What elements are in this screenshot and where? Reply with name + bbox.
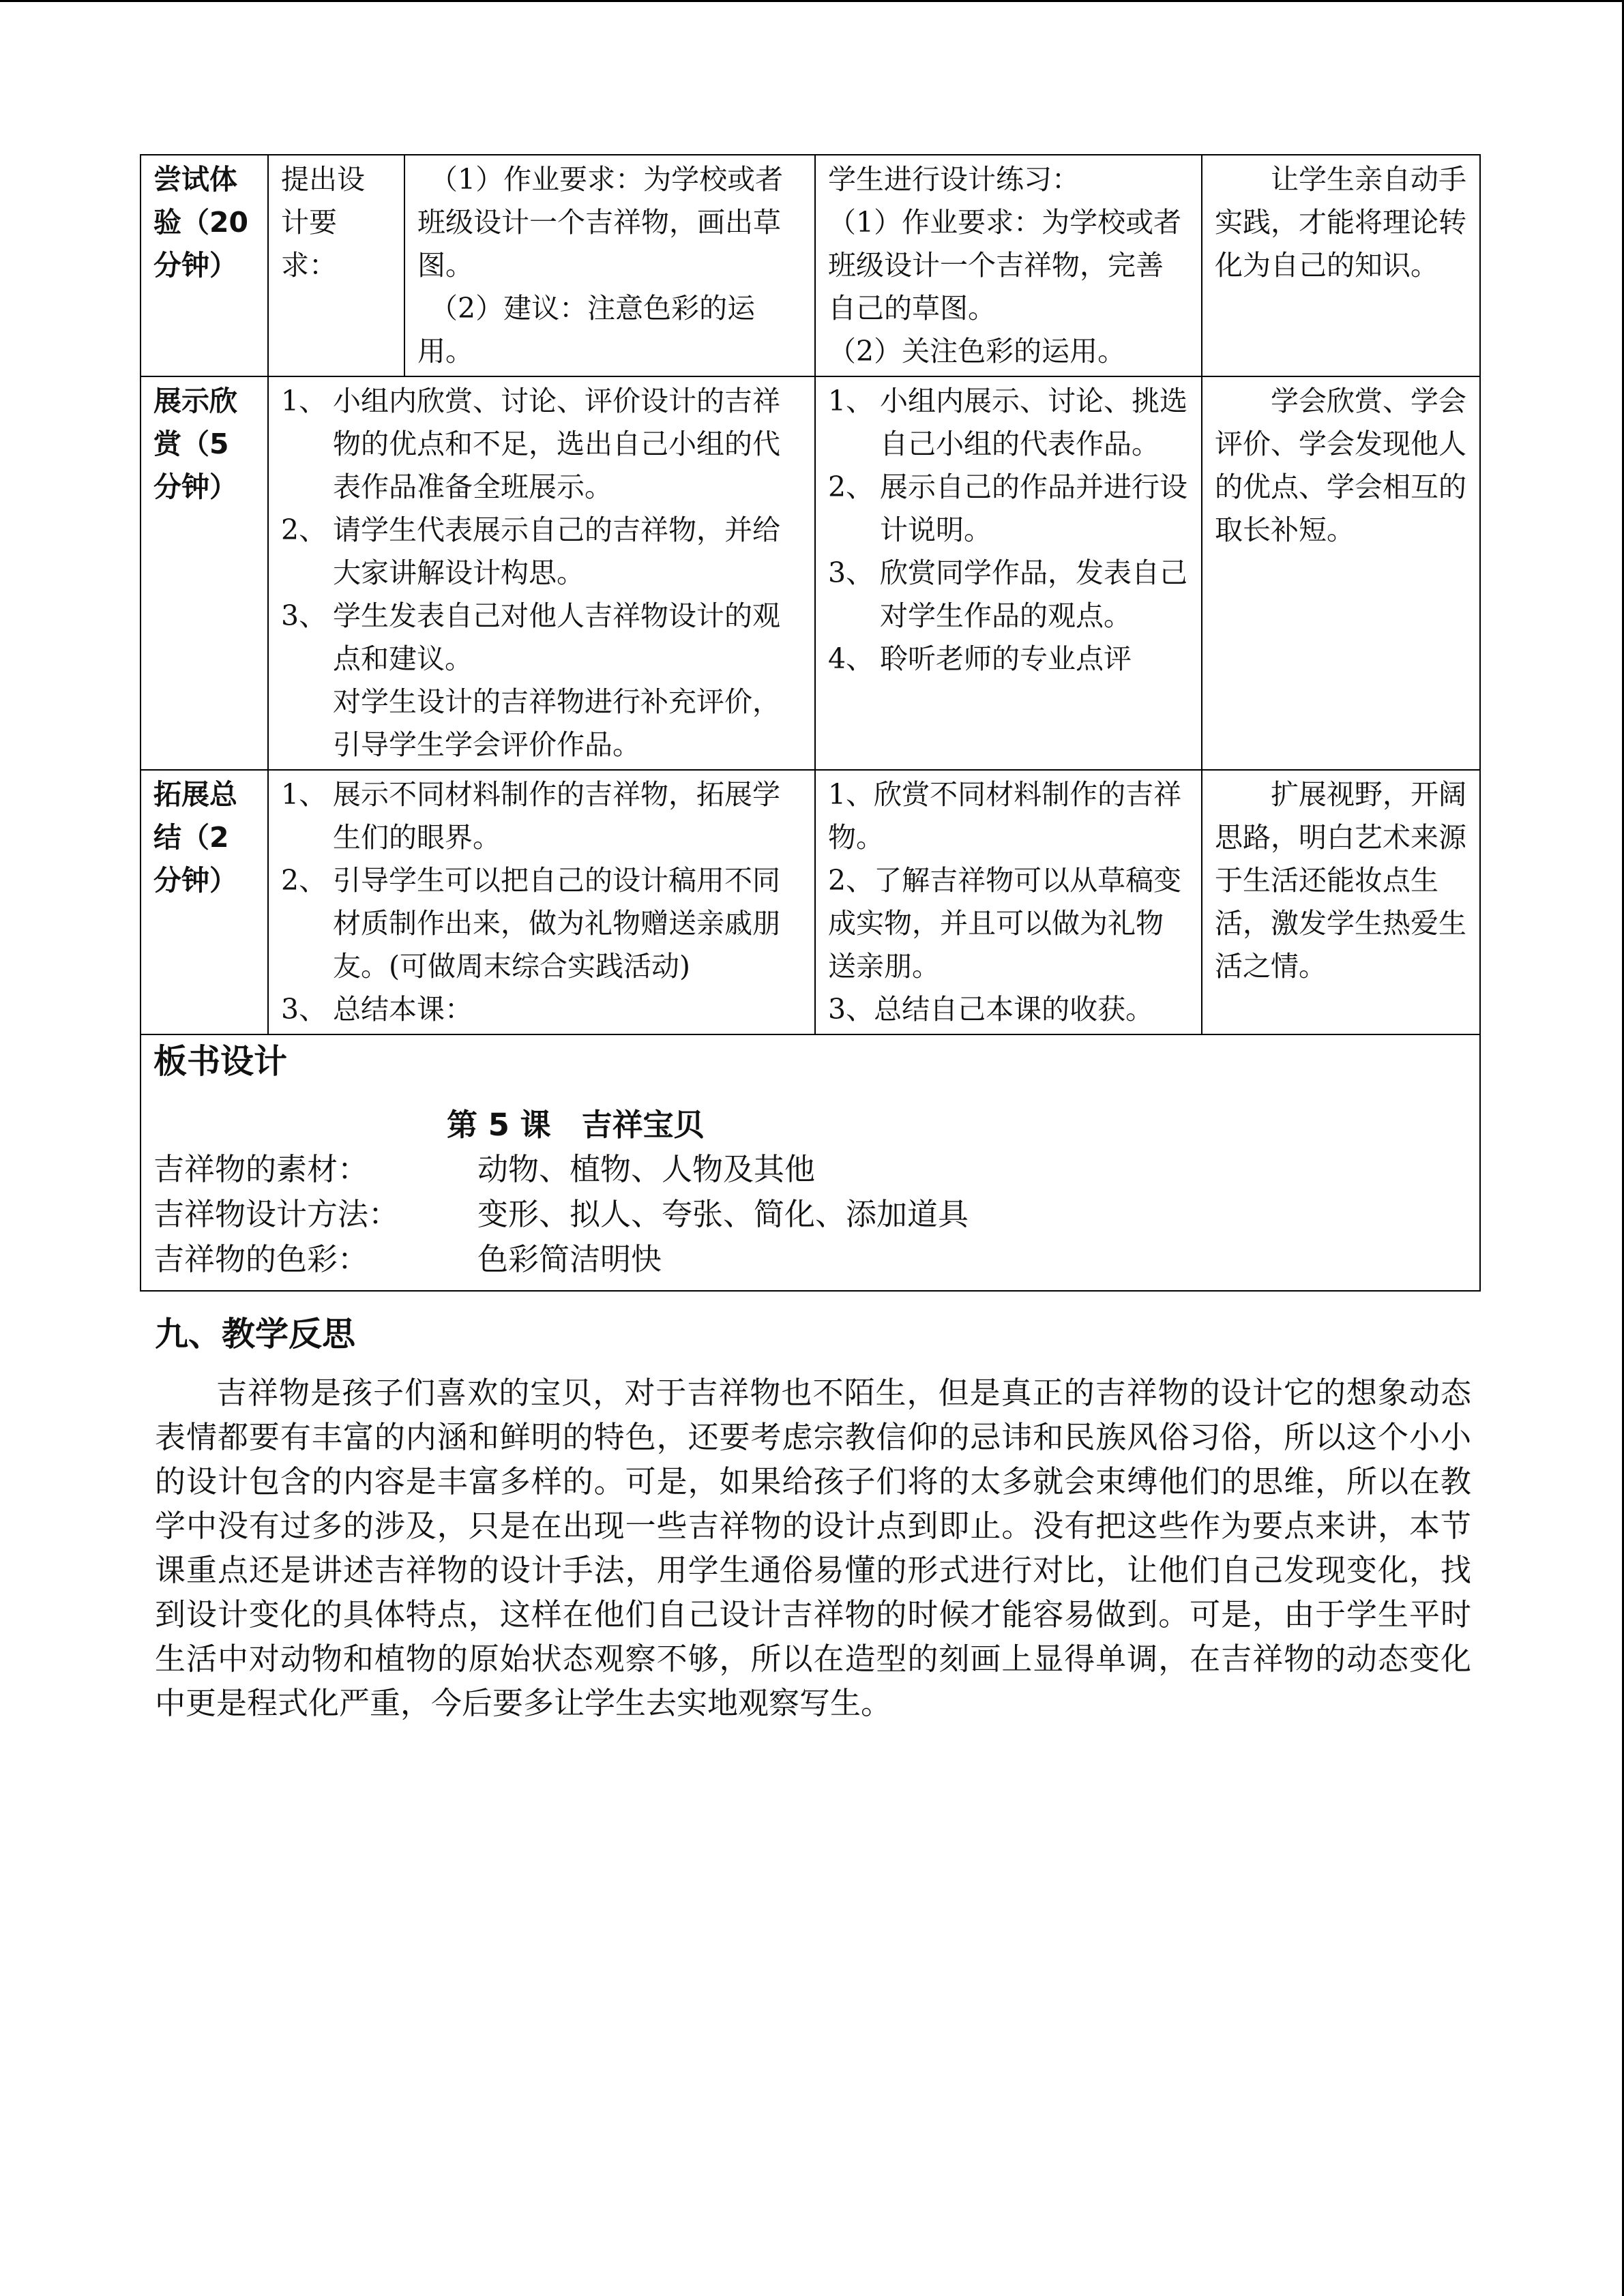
item-number: 1、 [281,385,327,417]
student-activity-text: （2）关注色彩的运用。 [828,335,1126,368]
item-number: 2、 [281,513,327,546]
item-text: 展示不同材料制作的吉祥物，拓展学生们的眼界。 [333,778,780,854]
stage-label: 尝试体 [153,163,237,196]
stage-label: 结（2 [153,821,229,854]
teacher-extra-text: 对学生设计的吉祥物进行补充评价，引导学生学会评价作品。 [333,685,780,761]
reflection-heading: 九、教学反思 [155,1315,356,1354]
list-item [281,859,802,988]
board-key: 吉祥物的素材： [153,1151,369,1187]
table-row [141,376,1480,770]
page-edge-top [0,0,1624,2]
teacher-activity-cell [268,770,815,1034]
teacher-activity-list [281,773,802,1031]
stage-cell [141,376,268,770]
stage-label: 分钟） [153,249,237,282]
stage-label: 分钟） [153,471,237,503]
sub-step-text: 求： [281,249,337,282]
teacher-activity-text: （2）建议：注意色彩的运用。 [417,292,756,368]
board-row [153,1147,1467,1192]
board-key: 吉祥物设计方法： [153,1196,400,1232]
item-number: 3、 [281,599,327,632]
teacher-activity-cell [404,155,815,376]
item-number: 2、 [281,864,327,897]
item-number: 3、 [828,556,874,589]
list-item [281,380,802,509]
design-intent-text: 让学生亲自动手实践，才能将理论转化为自己的知识。 [1215,163,1466,282]
board-design-cell [141,1034,1480,1291]
item-text: 总结本课： [333,993,473,1026]
lesson-title: 第 5 课 吉祥宝贝 [447,1107,705,1143]
student-activity-list [828,380,1189,681]
item-text: 小组内展示、讨论、挑选自己小组的代表作品。 [880,385,1187,460]
sub-step-cell [268,155,404,376]
list-item [828,552,1189,638]
stage-label: 分钟） [153,864,237,897]
stage-label: 赏（5 [153,428,229,460]
board-design-heading: 板书设计 [153,1042,288,1081]
item-number: 2、 [828,471,874,503]
item-number: 1、 [828,385,874,417]
design-intent-text: 学会欣赏、学会评价、学会发现他人的优点、学会相互的取长补短。 [1215,385,1466,546]
board-value: 变形、拟人、夸张、简化、添加道具 [477,1196,969,1232]
item-text: 展示自己的作品并进行设计说明。 [880,471,1187,546]
student-activity-text: 1、欣赏不同材料制作的吉祥物。 [828,778,1182,854]
student-activity-text: 3、总结自己本课的收获。 [828,993,1154,1026]
stage-cell [141,770,268,1034]
student-activity-cell [815,770,1202,1034]
board-row [153,1237,1467,1282]
board-key: 吉祥物的色彩： [153,1241,369,1277]
design-intent-cell [1202,770,1480,1034]
lesson-plan-table [140,154,1481,1292]
item-text: 小组内欣赏、讨论、评价设计的吉祥物的优点和不足，选出自己小组的代表作品准备全班展示。 [333,385,780,503]
teacher-activity-text: （1）作业要求：为学校或者班级设计一个吉祥物，画出草图。 [417,163,784,282]
board-row [153,1192,1467,1237]
item-text: 学生发表自己对他人吉祥物设计的观点和建议。 [333,599,780,675]
board-value: 色彩简洁明快 [477,1241,662,1277]
stage-cell [141,155,268,376]
item-number: 1、 [281,778,327,811]
item-text: 引导学生可以把自己的设计稿用不同材质制作出来，做为礼物赠送亲戚朋友。(可做周末综合实践活动) [333,864,780,983]
student-activity-text: 2、了解吉祥物可以从草稿变成实物，并且可以做为礼物送亲朋。 [828,864,1182,983]
stage-label: 验（20 [153,206,249,239]
design-intent-cell [1202,155,1480,376]
student-activity-text: 学生进行设计练习： [828,163,1080,196]
student-activity-cell [815,155,1202,376]
list-item [828,466,1189,552]
document-sheet [140,154,1479,1725]
stage-label: 展示欣 [153,385,237,417]
teacher-activity-list [281,380,802,681]
list-item [281,509,802,595]
list-item [828,638,1189,681]
item-number: 3、 [281,993,327,1026]
item-text: 欣赏同学作品，发表自己对学生作品的观点。 [880,556,1187,632]
list-item [281,595,802,681]
design-intent-text: 扩展视野，开阔思路，明白艺术来源于生活还能妆点生活，激发学生热爱生活之情。 [1215,778,1466,983]
sub-step-text: 计要 [281,206,337,239]
table-row [141,770,1480,1034]
design-intent-cell [1202,376,1480,770]
item-number: 4、 [828,642,874,675]
board-value: 动物、植物、人物及其他 [477,1151,816,1187]
reflection-body: 吉祥物是孩子们喜欢的宝贝，对于吉祥物也不陌生，但是真正的吉祥物的设计它的想象动态表情都要有丰富的内涵和鲜明的特色，还要考虑宗教信仰的忌讳和民族风俗习俗，所以这个小小的设计包含的内容是丰富多样的。可是，如果给孩子们将的太多就会束缚他们的思维，所以在教学中没有过多的涉及，只是在出现一些吉祥物的设计点到即止。没有把这些作为要点来讲，本节课重点还是讲述吉祥物的设计手法，用学生通俗易懂的形式进行对比，让他们自己发现变化，找到设计变化的具体特点，这样在他们自己设计吉祥物的时候才能容易做到。可是，由于学生平时生活中对动物和植物的原始状态观察不够，所以在造型的刻画上显得单调，在吉祥物的动态变化中更是程式化严重，今后要多让学生去实地观察写生。 [155,1375,1471,1721]
stage-label: 拓展总 [153,778,237,811]
list-item [281,773,802,859]
student-activity-cell [815,376,1202,770]
board-design-row [141,1034,1480,1291]
list-item [281,988,802,1031]
list-item [828,380,1189,466]
item-text: 请学生代表展示自己的吉祥物，并给大家讲解设计构思。 [333,513,780,589]
item-text: 聆听老师的专业点评 [880,642,1132,675]
table-row [141,155,1480,376]
student-activity-text: （1）作业要求：为学校或者班级设计一个吉祥物，完善自己的草图。 [828,206,1182,325]
sub-step-text: 提出设 [281,163,365,196]
teacher-activity-cell [268,376,815,770]
